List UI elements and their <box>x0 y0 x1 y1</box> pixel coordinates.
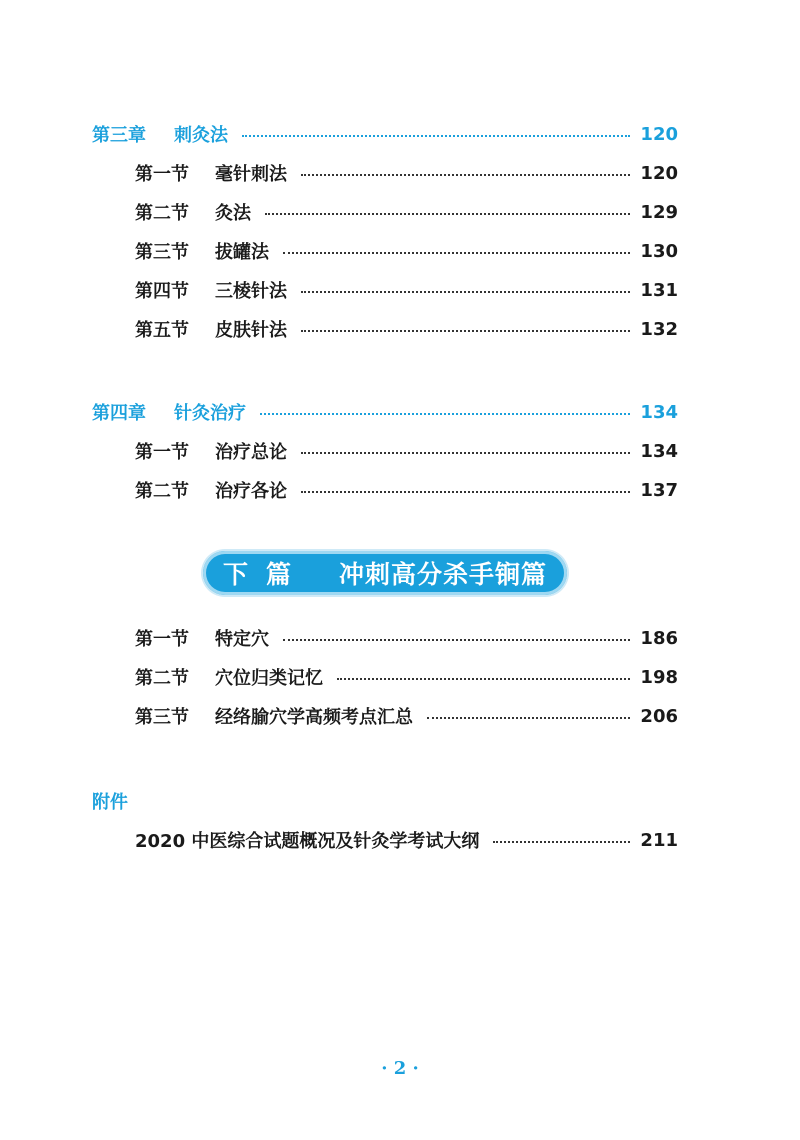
toc-section[interactable] <box>135 701 678 731</box>
dot-leader <box>242 135 630 137</box>
toc-chapter-4[interactable] <box>92 397 678 427</box>
section-page: 134 <box>640 440 678 462</box>
toc-section[interactable] <box>135 662 678 692</box>
toc-section[interactable] <box>135 475 678 505</box>
section-number: 第二节 <box>135 203 189 224</box>
dot-leader <box>260 413 630 415</box>
chapter-title: 针灸治疗 <box>174 403 246 424</box>
section-title: 毫针刺法 <box>215 164 287 185</box>
section-page: 206 <box>640 705 678 727</box>
toc-section[interactable] <box>135 197 678 227</box>
part-label: 下篇 <box>222 560 309 589</box>
toc-appendix-entry[interactable] <box>135 825 678 855</box>
section-page: 132 <box>640 318 678 340</box>
appendix-heading: 附件 <box>92 792 128 813</box>
dot-leader <box>301 174 630 176</box>
dot-leader <box>301 452 630 454</box>
chapter-number: 第三章 <box>92 125 146 146</box>
section-title: 皮肤针法 <box>215 320 287 341</box>
section-title: 三棱针法 <box>215 281 287 302</box>
section-title: 穴位归类记忆 <box>215 668 323 689</box>
section-number: 第一节 <box>135 442 189 463</box>
section-page: 186 <box>640 627 678 649</box>
appendix-page: 211 <box>640 829 678 851</box>
section-page: 198 <box>640 666 678 688</box>
section-number: 第五节 <box>135 320 189 341</box>
page-number: · 2 · <box>381 1058 419 1079</box>
toc-section[interactable] <box>135 275 678 305</box>
chapter-title: 刺灸法 <box>174 125 228 146</box>
section-title: 治疗总论 <box>215 442 287 463</box>
dot-leader <box>283 639 630 641</box>
section-number: 第二节 <box>135 668 189 689</box>
dot-leader <box>427 717 630 719</box>
section-title: 特定穴 <box>215 629 269 650</box>
part-banner <box>203 551 567 595</box>
toc-section[interactable] <box>135 236 678 266</box>
chapter-page: 120 <box>640 123 678 145</box>
section-title: 治疗各论 <box>215 481 287 502</box>
section-page: 129 <box>640 201 678 223</box>
section-number: 第二节 <box>135 481 189 502</box>
dot-leader <box>265 213 630 215</box>
appendix-title: 2020 中医综合试题概况及针灸学考试大纲 <box>135 831 480 852</box>
section-page: 130 <box>640 240 678 262</box>
dot-leader <box>301 291 630 293</box>
toc-section[interactable] <box>135 158 678 188</box>
dot-leader <box>337 678 630 680</box>
section-number: 第一节 <box>135 164 189 185</box>
section-title: 灸法 <box>215 203 251 224</box>
section-number: 第三节 <box>135 242 189 263</box>
section-title: 拔罐法 <box>215 242 269 263</box>
section-page: 131 <box>640 279 678 301</box>
section-number: 第三节 <box>135 707 189 728</box>
toc-section[interactable] <box>135 623 678 653</box>
dot-leader <box>493 841 630 843</box>
chapter-page: 134 <box>640 401 678 423</box>
dot-leader <box>301 491 630 493</box>
toc-section[interactable] <box>135 436 678 466</box>
section-page: 137 <box>640 479 678 501</box>
part-title: 冲刺高分杀手锏篇 <box>339 560 548 589</box>
section-page: 120 <box>640 162 678 184</box>
toc-section[interactable] <box>135 314 678 344</box>
dot-leader <box>283 252 630 254</box>
section-title: 经络腧穴学高频考点汇总 <box>215 707 413 728</box>
dot-leader <box>301 330 630 332</box>
section-number: 第四节 <box>135 281 189 302</box>
toc-chapter-3[interactable] <box>92 119 678 149</box>
chapter-number: 第四章 <box>92 403 146 424</box>
section-number: 第一节 <box>135 629 189 650</box>
